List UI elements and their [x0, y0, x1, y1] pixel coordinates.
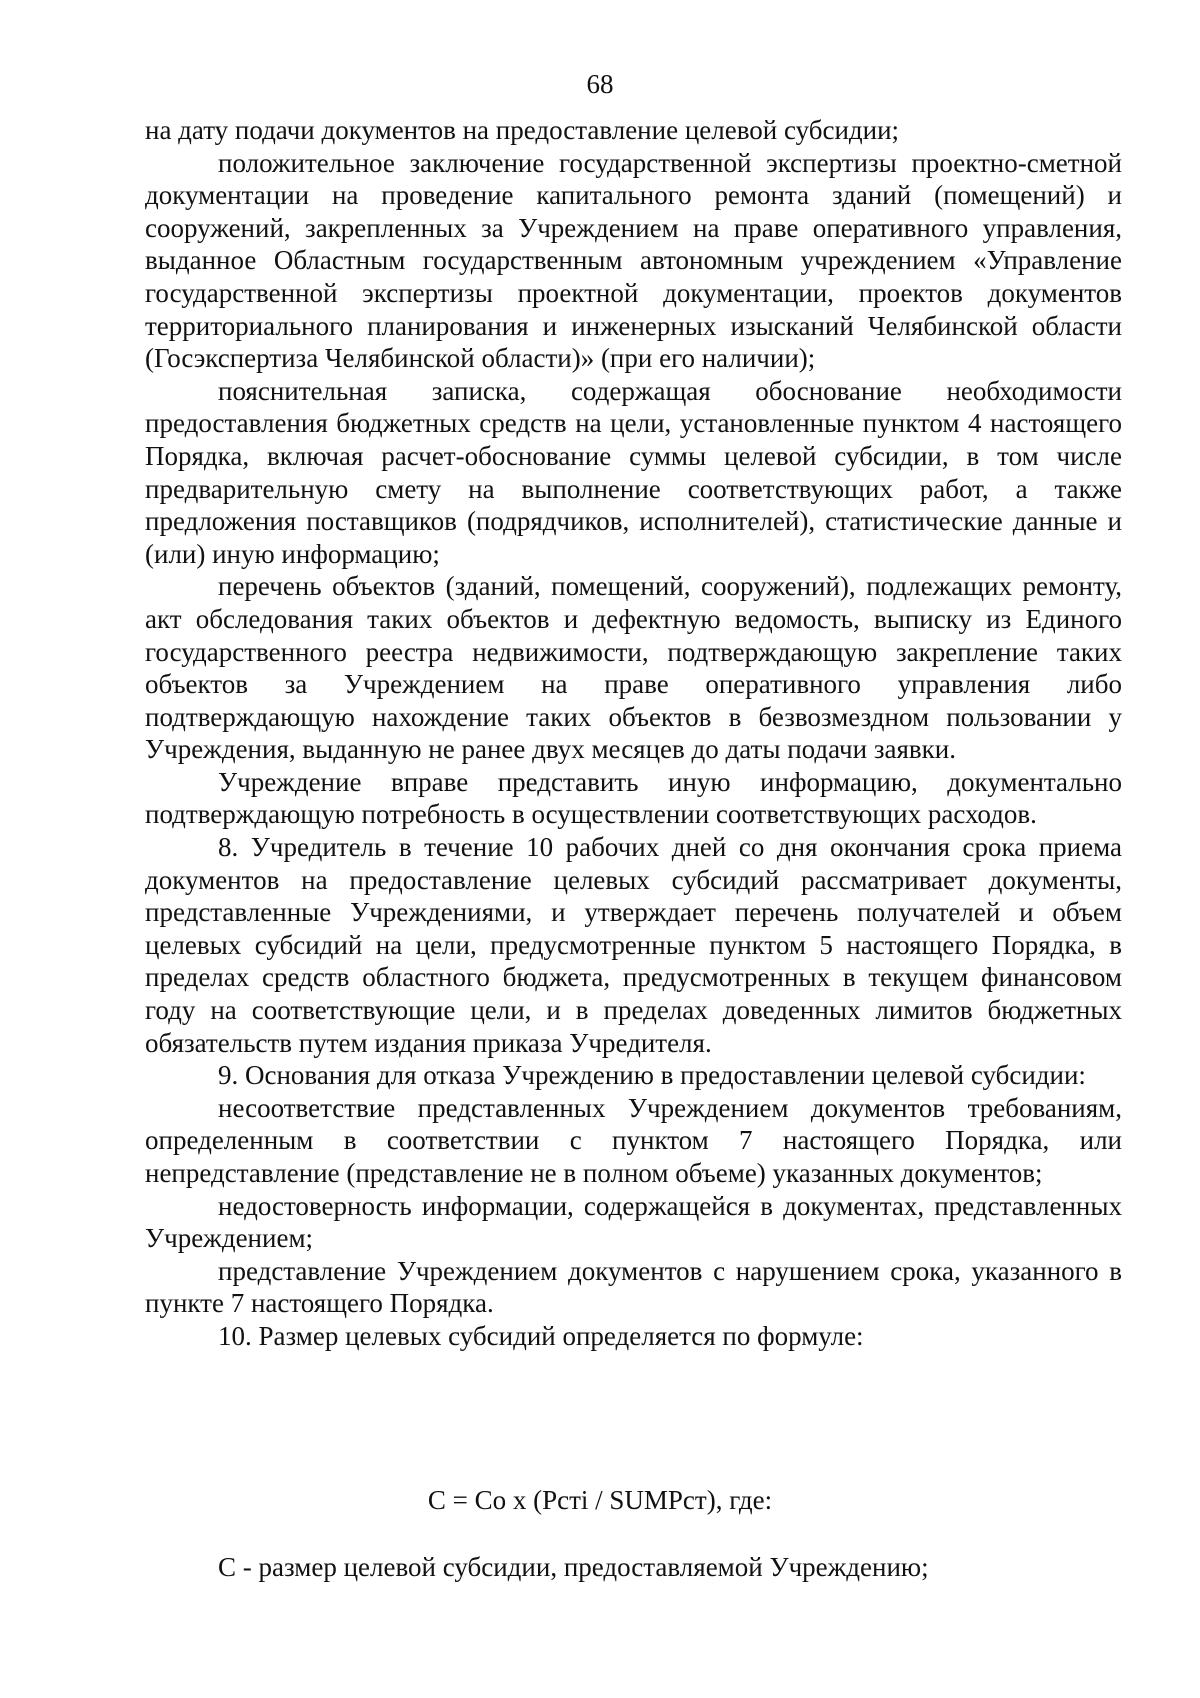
page-number: 68 — [586, 69, 614, 99]
paragraph-7: 9. Основания для отказа Учреждению в предоставлении целевой субсидии: — [218, 1060, 1086, 1091]
paragraph-9: недостоверность информации, содержащейся в документах, представленных Учреждением; — [145, 1190, 1122, 1254]
paragraph-3: пояснительная записка, содержащая обоснование необходимости предоставления бюджетных средств на цели, установленные пунктом 4 настоящего Порядка, включая расчет-обоснование суммы целевой субсидии, в том числе предварительную смету на выполнение соответствующих работ, а также предложения поставщиков (подрядчиков, исполнителей), статистические данные и (или) иную информацию; — [145, 375, 1122, 569]
paragraph-1: на дату подачи документов на предоставление целевой субсидии; — [145, 115, 900, 145]
paragraph-8: несоответствие представленных Учреждением документов требованиям, определенным в соответствии с пунктом 7 настоящего Порядка, или непредставление (представление не в полном объеме) указанных документов; — [145, 1092, 1122, 1188]
paragraph-4: перечень объектов (зданий, помещений, сооружений), подлежащих ремонту, акт обследования таких объектов и дефектную ведомость, выписку из Единого государственного реестра недвижимости, подтверждающую закрепление таких объектов за Учреждением на праве оперативного управления либо подтверждающую нахождение таких объектов в безвозмездном пользовании у Учреждения, выданную не ранее двух месяцев до даты подачи заявки. — [145, 571, 1122, 765]
paragraph-5: Учреждение вправе представить иную информацию, документально подтверждающую потребность в осуществлении соответствующих расходов. — [145, 766, 1122, 830]
paragraph-2: положительное заключение государственной экспертизы проектно-сметной документации на проведение капитального ремонта зданий (помещений) и сооружений, закрепленных за Учреждением на праве оперативного управления, выданное Областным государственным автономным учреждением «Управление государственной экспертизы проектной документации, проектов документов территориального планирования и инженерных изысканий Челябинской области (Госэкспертиза Челябинской области)» (при его наличии); — [145, 147, 1122, 374]
formula: C = Co x (Pcтi / SUMPcт), где: — [427, 1485, 773, 1515]
paragraph-11: 10. Размер целевых субсидий определяется по формуле: — [218, 1320, 864, 1351]
paragraph-6: 8. Учредитель в течение 10 рабочих дней со дня окончания срока приема документов на предоставление целевых субсидий рассматривает документы, представленные Учреждениями, и утверждает перечень получателей и объем целевых субсидий на цели, предусмотренные пунктом 5 настоящего Порядка, в пределах средств областного бюджета, предусмотренных в текущем финансовом году на соответствующие цели, и в пределах доведенных лимитов бюджетных обязательств путем издания приказа Учредителя. — [145, 832, 1122, 1058]
paragraph-10: представление Учреждением документов с нарушением срока, указанного в пункте 7 настоящего Порядка. — [145, 1255, 1122, 1319]
formula-definition: C - размер целевой субсидии, предоставляемой Учреждению; — [218, 1552, 929, 1582]
document-body — [145, 114, 1122, 1353]
